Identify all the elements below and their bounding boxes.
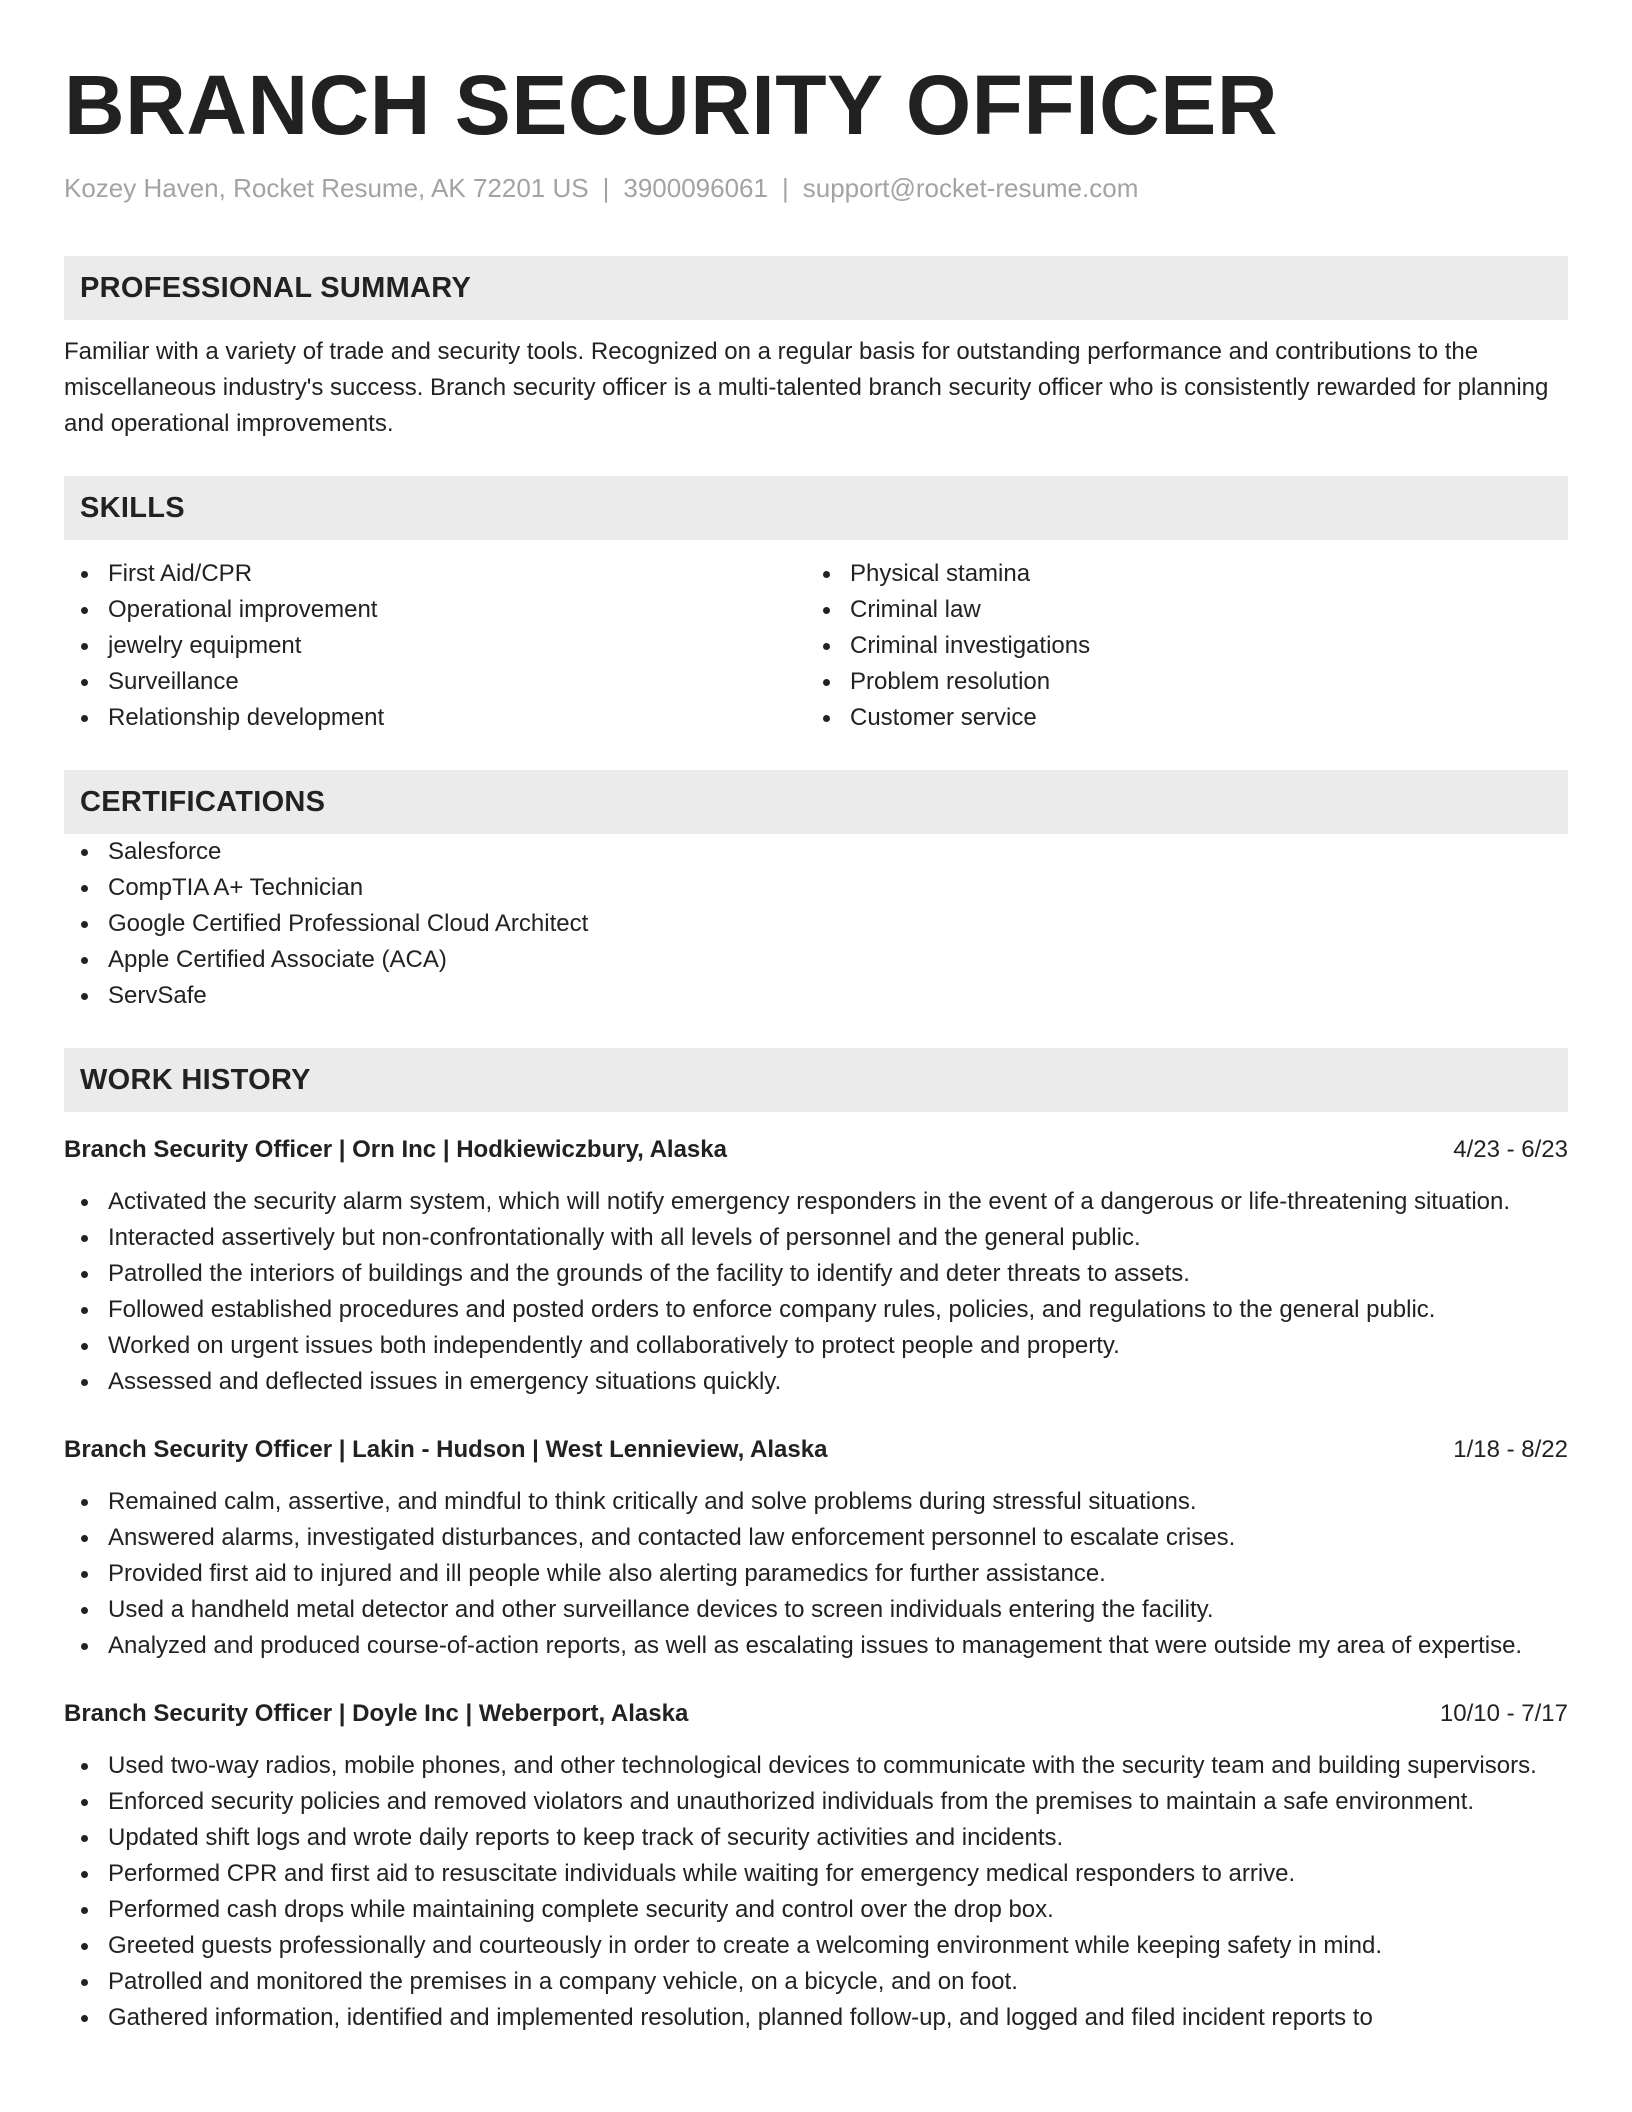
job-title: Branch Security Officer | Doyle Inc | Weberport, Alaska [64, 1700, 689, 1727]
job-duty: Analyzed and produced course-of-action reports, as well as escalating issues to management that were outside my area of expertise. [64, 1628, 1568, 1664]
job-entry [64, 1432, 1568, 1664]
job-duty: Performed cash drops while maintaining complete security and control over the drop box. [64, 1892, 1568, 1928]
skills-right-column [806, 556, 1548, 736]
job-duty: Activated the security alarm system, which will notify emergency responders in the event of a dangerous or life-threatening situation. [64, 1184, 1568, 1220]
job-header [64, 1132, 1568, 1168]
job-duty: Greeted guests professionally and courteously in order to create a welcoming environment while keeping safety in mind. [64, 1928, 1568, 1964]
job-duty: Gathered information, identified and implemented resolution, planned follow-up, and logged and filed incident reports to [64, 2000, 1568, 2036]
certification-item: Apple Certified Associate (ACA) [64, 942, 1568, 978]
skills-section [64, 476, 1568, 736]
job-duties [64, 1184, 1568, 1400]
skill-item: jewelry equipment [64, 628, 806, 664]
skills-heading: SKILLS [64, 476, 1568, 540]
job-duty: Enforced security policies and removed violators and unauthorized individuals from the premises to maintain a safe environment. [64, 1784, 1568, 1820]
skill-item: Criminal investigations [806, 628, 1548, 664]
job-duty: Used two-way radios, mobile phones, and other technological devices to communicate with the security team and building supervisors. [64, 1748, 1568, 1784]
job-header [64, 1432, 1568, 1468]
job-duty: Patrolled and monitored the premises in a company vehicle, on a bicycle, and on foot. [64, 1964, 1568, 2000]
skill-item: Problem resolution [806, 664, 1548, 700]
work-history-section [64, 1048, 1568, 2036]
contact-email: support@rocket-resume.com [802, 173, 1139, 203]
job-dates: 1/18 - 8/22 [1453, 1436, 1568, 1463]
job-duty: Provided first aid to injured and ill people while also alerting paramedics for further assistance. [64, 1556, 1568, 1592]
job-duty: Interacted assertively but non-confrontationally with all levels of personnel and the general public. [64, 1220, 1568, 1256]
certification-item: Salesforce [64, 834, 1568, 870]
job-entry [64, 1132, 1568, 1400]
contact-phone: 3900096061 [623, 173, 768, 203]
certification-item: Google Certified Professional Cloud Architect [64, 906, 1568, 942]
job-duty: Assessed and deflected issues in emergency situations quickly. [64, 1364, 1568, 1400]
work-history-heading: WORK HISTORY [64, 1048, 1568, 1112]
job-duty: Followed established procedures and posted orders to enforce company rules, policies, and regulations to the general public. [64, 1292, 1568, 1328]
job-duty: Used a handheld metal detector and other surveillance devices to screen individuals entering the facility. [64, 1592, 1568, 1628]
job-duty: Answered alarms, investigated disturbances, and contacted law enforcement personnel to escalate crises. [64, 1520, 1568, 1556]
skill-item: Criminal law [806, 592, 1548, 628]
job-dates: 4/23 - 6/23 [1453, 1136, 1568, 1163]
job-title: Branch Security Officer | Lakin - Hudson | West Lennieview, Alaska [64, 1436, 828, 1463]
job-duties [64, 1748, 1568, 2036]
skills-left-column [64, 556, 806, 736]
certifications-section [64, 770, 1568, 1014]
job-duty: Remained calm, assertive, and mindful to think critically and solve problems during stressful situations. [64, 1484, 1568, 1520]
summary-text: Familiar with a variety of trade and security tools. Recognized on a regular basis for outstanding performance and contributions to the miscellaneous industry's success. Branch security officer is a multi-talented branch security officer who is consistently rewarded for planning and operational improvements. [64, 338, 1549, 437]
summary-heading: PROFESSIONAL SUMMARY [64, 256, 1568, 320]
skill-item: Operational improvement [64, 592, 806, 628]
summary-section [64, 256, 1568, 442]
certification-item: CompTIA A+ Technician [64, 870, 1568, 906]
skill-item: First Aid/CPR [64, 556, 806, 592]
job-dates: 10/10 - 7/17 [1439, 1700, 1568, 1727]
job-duty: Performed CPR and first aid to resuscitate individuals while waiting for emergency medical responders to arrive. [64, 1856, 1568, 1892]
certification-item: ServSafe [64, 978, 1568, 1014]
job-duty: Updated shift logs and wrote daily reports to keep track of security activities and incidents. [64, 1820, 1568, 1856]
job-duty: Worked on urgent issues both independently and collaboratively to protect people and property. [64, 1328, 1568, 1364]
job-duty: Patrolled the interiors of buildings and the grounds of the facility to identify and deter threats to assets. [64, 1256, 1568, 1292]
resume-title: BRANCH SECURITY OFFICER [64, 58, 1278, 152]
job-entry [64, 1696, 1568, 2036]
contact-separator: | [781, 173, 789, 203]
certifications-heading: CERTIFICATIONS [64, 770, 1568, 834]
resume-page [64, 0, 1568, 2036]
skill-item: Physical stamina [806, 556, 1548, 592]
skill-item: Customer service [806, 700, 1548, 736]
contact-line [64, 172, 1568, 204]
skill-item: Relationship development [64, 700, 806, 736]
skills-grid [64, 556, 1568, 736]
job-header [64, 1696, 1568, 1732]
job-title: Branch Security Officer | Orn Inc | Hodkiewiczbury, Alaska [64, 1136, 727, 1163]
contact-address: Kozey Haven, Rocket Resume, AK 72201 US [64, 173, 589, 203]
contact-separator: | [602, 173, 610, 203]
skill-item: Surveillance [64, 664, 806, 700]
certifications-list [64, 834, 1568, 1014]
job-duties [64, 1484, 1568, 1664]
